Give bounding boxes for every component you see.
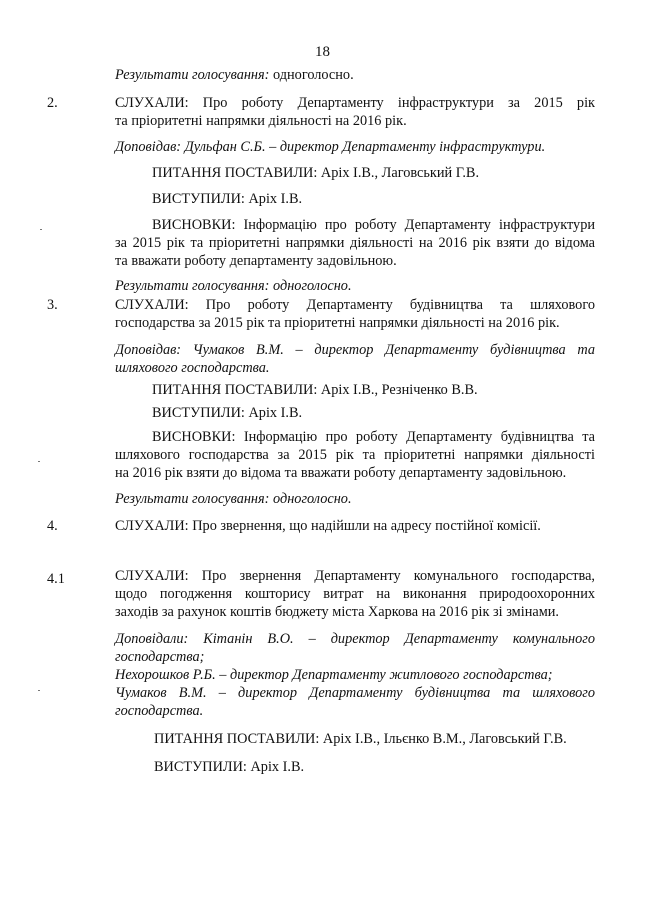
vote-label: Результати голосування: [115,67,270,83]
vote-result-3: Результати голосування: одноголосно. [115,491,352,507]
item2-heard-line1: СЛУХАЛИ: Про роботу Департаменту інфраструктури за 2015 рік [115,95,595,111]
item2-heard-line2: та пріоритетні напрямки діяльності на 2016 рік. [115,113,407,129]
item4-heard: СЛУХАЛИ: Про звернення, що надійшли на адресу постійної комісії. [115,518,541,534]
item2-conclusion-line1: ВИСНОВКИ: Інформацію про роботу Департаменту інфраструктури [152,217,595,233]
item3-conclusion-line3: на 2016 рік взяти до відома та вважати роботу департаменту задовільною. [115,465,567,481]
item2-questions: ПИТАННЯ ПОСТАВИЛИ: Аріх І.В., Лаговський Г.В. [152,165,480,181]
item3-questions: ПИТАННЯ ПОСТАВИЛИ: Аріх І.В., Резніченко В.В. [152,382,478,398]
vote-result-1 [115,66,595,84]
item41-heard-line2: щодо погодження кошторису витрат на виконання природоохоронних [115,586,595,602]
item3-heard-line1: СЛУХАЛИ: Про роботу Департаменту будівництва та шляхового [115,297,595,313]
item-number-3: 3. [47,297,58,313]
item2-reporter: Доповідав: Дульфан С.Б. – директор Департаменту інфраструктури. [115,139,546,155]
item2-conclusion-line3: та вважати роботу департаменту задовільною. [115,253,397,269]
item41-heard-line1: СЛУХАЛИ: Про звернення Департаменту комунального господарства, [115,568,595,584]
page-number: 18 [315,44,330,60]
vote-result-2: Результати голосування: одноголосно. [115,278,352,294]
scan-mark [40,229,42,230]
item41-reporter-line2: господарства; [115,649,205,665]
item-number-4-1: 4.1 [47,571,65,587]
item3-speakers: ВИСТУПИЛИ: Аріх І.В. [152,405,303,421]
item2-speakers: ВИСТУПИЛИ: Аріх І.В. [152,191,303,207]
item3-reporter-line2: шляхового господарства. [115,360,270,376]
scan-mark [38,461,40,462]
item41-reporter-line4: Чумаков В.М. – директор Департаменту будівництва та шляхового [115,685,595,701]
item-number-4: 4. [47,518,58,534]
item3-reporter-line1: Доповідав: Чумаков В.М. – директор Департаменту будівництва та [115,342,595,358]
item3-conclusion-line1: ВИСНОВКИ: Інформацію про роботу Департаменту будівництва та [152,429,595,445]
item41-reporter-line3: Нехорошков Р.Б. – директор Департаменту житлового господарства; [115,667,553,683]
item2-conclusion-line2: за 2015 рік та пріоритетні напрямки діяльності на 2016 рік взяти до відома [115,235,595,251]
scan-mark [38,690,40,691]
item41-reporter-line1: Доповідали: Кітанін В.О. – директор Департаменту комунального [115,631,595,647]
item3-heard-line2: господарства за 2015 рік та пріоритетні напрямки діяльності на 2016 рік. [115,315,560,331]
item41-questions: ПИТАННЯ ПОСТАВИЛИ: Аріх І.В., Ільєнко В.М., Лаговський Г.В. [154,731,567,747]
item41-reporter-line5: господарства. [115,703,204,719]
item-number-2: 2. [47,95,58,111]
vote-value: одноголосно. [269,67,354,83]
item3-conclusion-line2: шляхового господарства за 2015 рік та пріоритетні напрямки діяльності [115,447,595,463]
item41-speakers: ВИСТУПИЛИ: Аріх І.В. [154,759,305,775]
item41-heard-line3: заходів за рахунок коштів бюджету міста Харкова на 2016 рік зі змінами. [115,604,559,620]
